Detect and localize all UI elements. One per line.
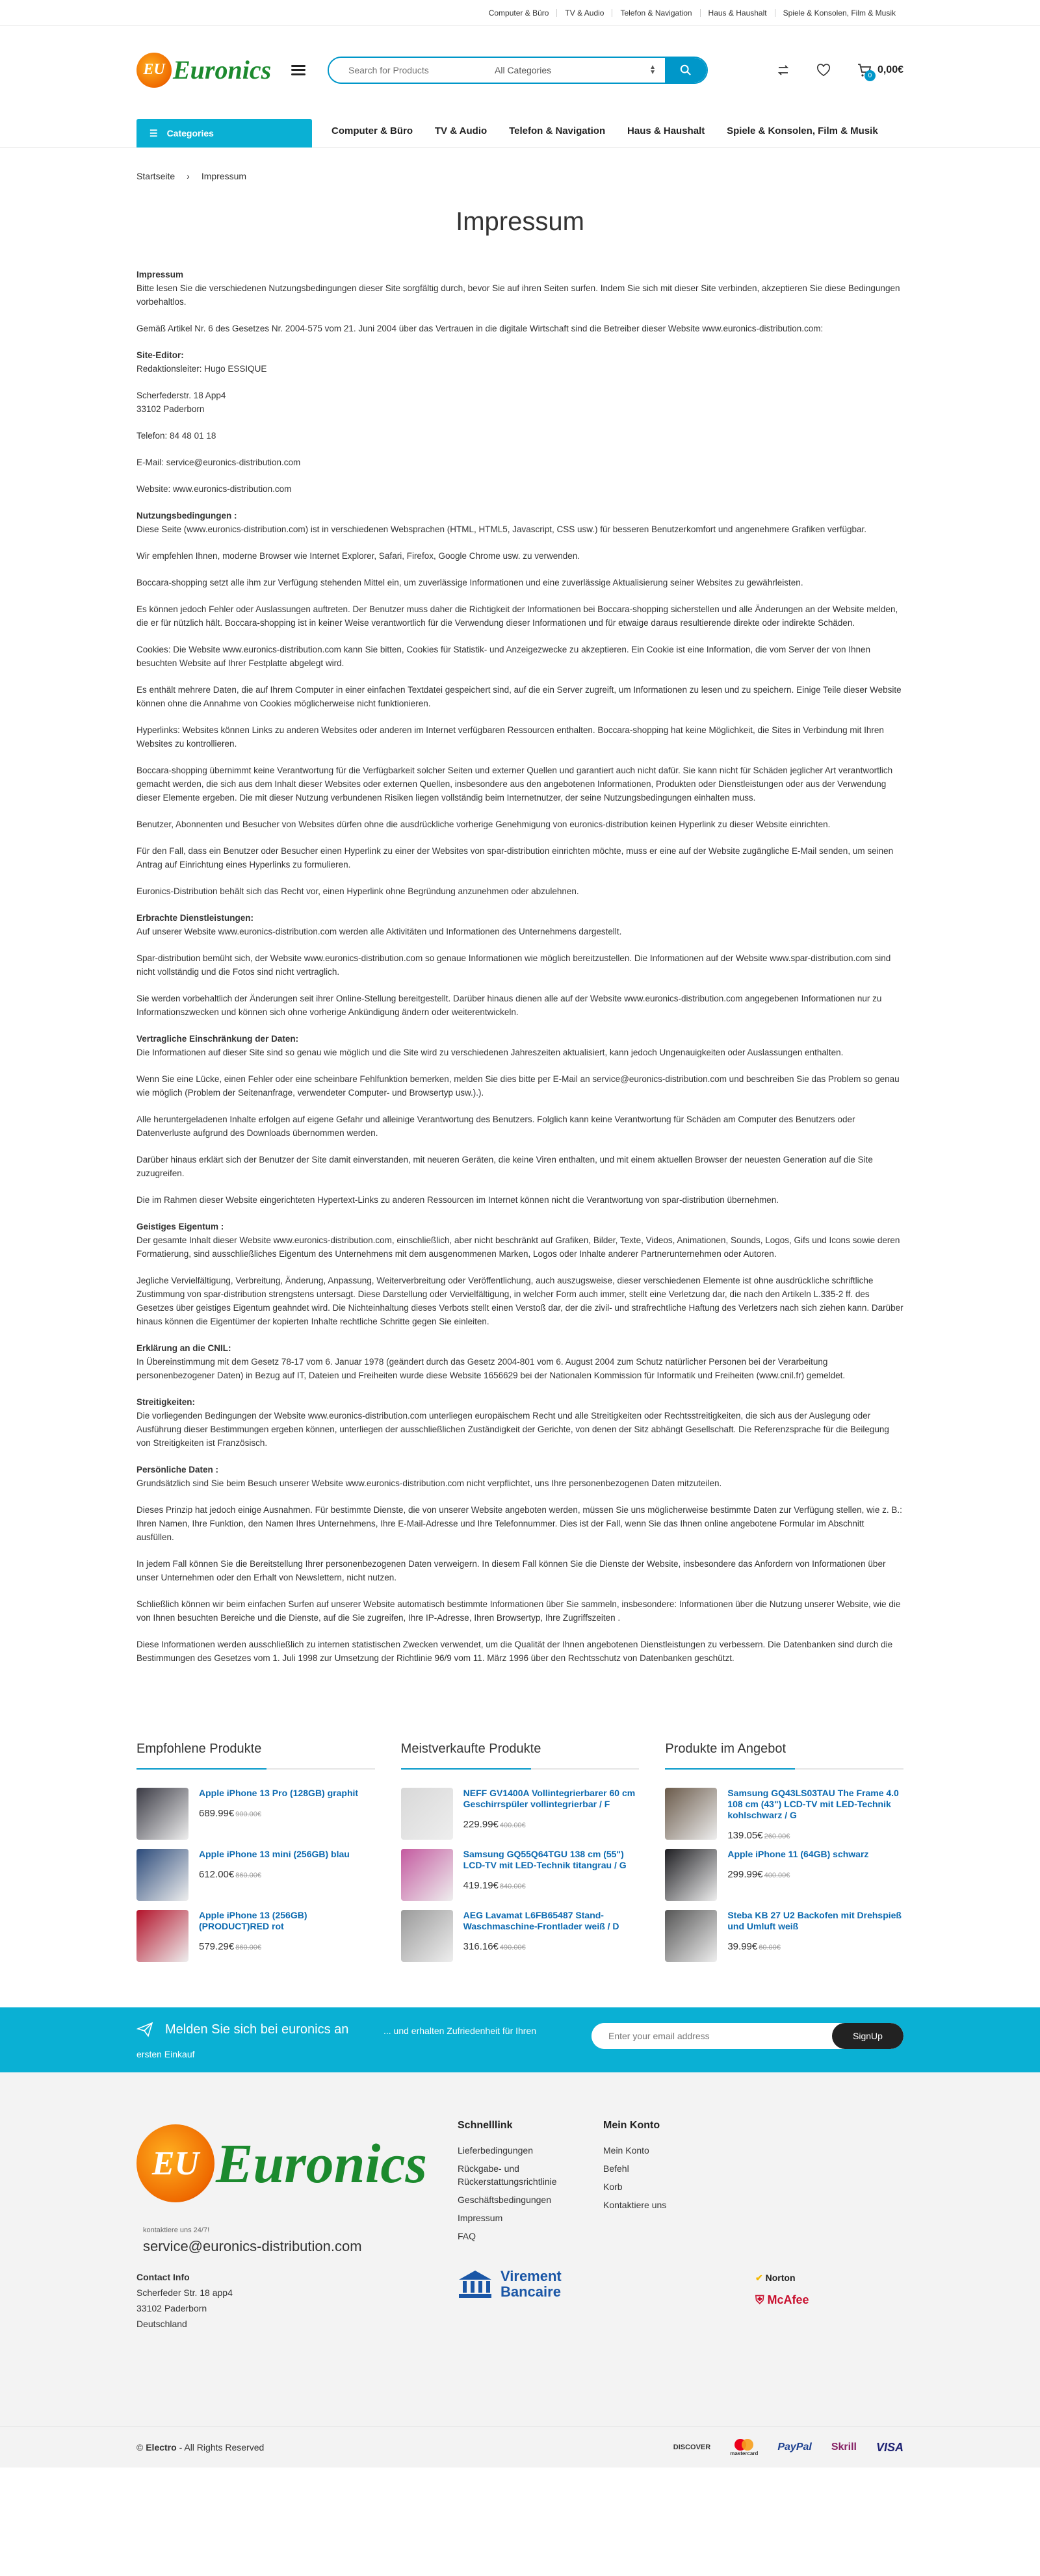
product-widget bbox=[665, 1742, 904, 1971]
product-price bbox=[727, 1869, 868, 1880]
paper-plane-icon bbox=[136, 2022, 153, 2037]
product-image[interactable] bbox=[401, 1849, 453, 1901]
newsletter-subtitle: ... und erhalten Zufriedenheit für Ihren bbox=[384, 2026, 537, 2036]
product-image[interactable] bbox=[665, 1788, 717, 1840]
product-widget-title: Produkte im Angebot bbox=[665, 1742, 904, 1770]
topbar-link-computer[interactable]: Computer & Büro bbox=[488, 8, 549, 18]
current-price: 39.99€ bbox=[727, 1941, 758, 1952]
paragraph: Jegliche Vervielfältigung, Verbreitung, Änderung, Anpassung, Weiterverbreitung oder Veröffentlichung, auch auszugsweise, dieser verschiedenen Elemente ist ohne ausdrückliche schriftliche Zustimmung von spar-distribution strengstens untersagt. Diese Darstellung oder Vervielfältigung, in welcher Form auch immer, stellt eine Verletzung dar, die nach den Artikeln L.335-2 ff. des Gesetzes über geistiges Eigentum geahndet wird. Die Nichteinhaltung dieses Verbots stellt einen Verstoß dar, der die zivil- und strafrechtliche Haftung des Verletzers nach sich ziehen kann. Darüber hinaus können die Eigentümer der kopierten Inhalte rechtliche Schritte gegen Sie einleiten. bbox=[136, 1276, 904, 1326]
product-item[interactable] bbox=[136, 1849, 375, 1907]
nav-link-home[interactable]: Haus & Haushalt bbox=[627, 125, 705, 136]
newsletter-subtitle2: ersten Einkauf bbox=[136, 2049, 195, 2059]
product-image[interactable] bbox=[401, 1910, 453, 1962]
product-price bbox=[199, 1941, 375, 1952]
product-name[interactable]: Steba KB 27 U2 Backofen mit Drehspieß und Umluft weiß bbox=[727, 1910, 902, 1931]
paragraph: Es können jedoch Fehler oder Auslassungen auftreten. Der Benutzer muss daher die Richtigkeit der Informationen bei Boccara-shopping sicherstellen und alle Änderungen an der Website melden, die er für nützlich hält. Boccara-shopping ist in keiner Weise verantwortlich für die Verwendung dieser Informationen und für etwaige daraus resultierende direkte oder indirekte Schäden. bbox=[136, 604, 898, 628]
product-image[interactable] bbox=[136, 1910, 188, 1962]
main-nav bbox=[0, 114, 1040, 148]
product-name[interactable]: Apple iPhone 13 (256GB) (PRODUCT)RED rot bbox=[199, 1910, 307, 1931]
logo-text: Euronics bbox=[173, 55, 272, 84]
product-image[interactable] bbox=[136, 1849, 188, 1901]
virement-text: Virement bbox=[500, 2268, 562, 2284]
paragraph: Website: www.euronics-distribution.com bbox=[136, 484, 292, 494]
site-logo[interactable] bbox=[136, 53, 286, 88]
nav-link-games[interactable]: Spiele & Konsolen, Film & Musik bbox=[727, 125, 878, 136]
search-icon bbox=[680, 64, 692, 76]
bottom-bar bbox=[0, 2426, 1040, 2467]
contact-info bbox=[136, 2269, 233, 2332]
list-icon: ☰ bbox=[150, 127, 158, 138]
old-price: 400.00€ bbox=[764, 1872, 790, 1879]
paragraph: E-Mail: service@euronics-distribution.com bbox=[136, 457, 301, 467]
paragraph: Gemäß Artikel Nr. 6 des Gesetzes Nr. 2004-575 vom 21. Juni 2004 über das Vertrauen in die digitale Wirtschaft sind die Betreiber dieser Website www.euronics-distribution.com: bbox=[136, 324, 824, 333]
check-icon: ✔ bbox=[755, 2273, 763, 2283]
product-price bbox=[199, 1869, 350, 1880]
product-widget bbox=[136, 1742, 375, 1971]
paragraph: Cookies: Die Website www.euronics-distribution.com kann Sie bitten, Cookies für Statistik- und Anzeigezwecke zu akzeptieren. Ein Cookie ist eine Information, die vom Server der von Ihnen besuchten Website auf Ihrer Festplatte abgelegt wird. bbox=[136, 645, 871, 668]
topbar-link-tv[interactable]: TV & Audio bbox=[556, 9, 612, 17]
breadcrumb bbox=[136, 171, 904, 181]
product-image[interactable] bbox=[665, 1849, 717, 1901]
current-price: 299.99€ bbox=[727, 1869, 763, 1880]
paragraph: Boccara-shopping setzt alle ihm zur Verfügung stehenden Mittel ein, um zuverlässige Informationen und eine zuverlässige Aktualisierung seiner Websites zu gewährleisten. bbox=[136, 578, 803, 587]
old-price: 840.00€ bbox=[499, 1883, 526, 1890]
product-item[interactable] bbox=[401, 1788, 640, 1846]
footer-col-title: Mein Konto bbox=[603, 2120, 660, 2131]
paragraph: Wenn Sie eine Lücke, einen Fehler oder eine scheinbare Fehlfunktion bemerken, melden Sie dies bitte per E-Mail an service@euronics-distribution.com und beschreiben Sie das Problem so genau wie möglich (Problem der Seitenanfrage, verwendeter Computer- und Browsertyp usw.).). bbox=[136, 1074, 900, 1098]
product-image[interactable] bbox=[665, 1910, 717, 1962]
paragraph: Diese Informationen werden ausschließlich zu internen statistischen Zwecken verwendet, um die Qualität der Ihnen angebotenen Dienstleistungen zu verbessern. Die Datenbanken sind durch die Bestimmungen des Gesetzes vom 1. Juli 1998 zur Umsetzung der Richtlinie 96/9 vom 11. März 1996 über den Rechtsschutz von Datenbanken geschützt. bbox=[136, 1640, 893, 1663]
newsletter-email-input[interactable] bbox=[592, 2023, 832, 2049]
mcafee-text: McAfee bbox=[767, 2293, 809, 2306]
paragraph: Diese Seite (www.euronics-distribution.com) ist in verschiedenen Websprachen (HTML, HTML5, Javascript, CSS usw.) für besseren Benutzerkomfort und angenehmere Grafiken verfügbar. bbox=[136, 524, 866, 534]
category-select-value: All Categories bbox=[495, 64, 552, 75]
page-title: Impressum bbox=[456, 207, 584, 236]
paragraph: Auf unserer Website www.euronics-distribution.com werden alle Aktivitäten und Informationen des Unternehmens dargestellt. bbox=[136, 927, 622, 936]
product-item[interactable] bbox=[665, 1788, 904, 1846]
newsletter-title bbox=[136, 2022, 348, 2037]
footer-link[interactable]: Kontaktiere uns bbox=[603, 2200, 667, 2210]
mcafee-badge bbox=[755, 2293, 809, 2307]
cart-count-badge: 0 bbox=[864, 70, 876, 81]
current-price: 612.00€ bbox=[199, 1869, 235, 1880]
current-price: 139.05€ bbox=[727, 1830, 763, 1841]
paragraph: Dieses Prinzip hat jedoch einige Ausnahmen. Für bestimmte Dienste, die von unserer Website angeboten werden, müssen Sie uns möglicherweise bestimmte Daten zur Verfügung stellen, wie z. B.: Ihren Namen, Ihre Funktion, den Namen Ihres Unternehmens, Ihre E-Mail-Adresse und Ihre Telefonnummer. Dies ist der Fall, wenn Sie das Ihnen online angebotene Formular im Abschnitt ausfüllen. bbox=[136, 1505, 902, 1542]
product-name[interactable]: Samsung GQ43LS03TAU The Frame 4.0 108 cm (43") LCD-TV mit LED-Technik kohlschwarz / G bbox=[727, 1788, 899, 1820]
topbar-link-games[interactable]: Spiele & Konsolen, Film & Musik bbox=[775, 9, 904, 17]
footer-link[interactable]: Befehl bbox=[603, 2163, 629, 2174]
footer-link[interactable]: FAQ bbox=[458, 2231, 476, 2241]
product-price bbox=[463, 1941, 640, 1952]
current-price: 419.19€ bbox=[463, 1880, 499, 1891]
site-header bbox=[0, 26, 1040, 114]
site-footer bbox=[0, 2072, 1040, 2426]
paragraph: Die Informationen auf dieser Site sind so genau wie möglich und die Site wird zu verschiedenen Jahreszeiten aktualisiert, kann jedoch Ungenauigkeiten oder Auslassungen enthalten. bbox=[136, 1048, 844, 1057]
bancaire-text: Bancaire bbox=[500, 2284, 561, 2300]
paragraph: Hyperlinks: Websites können Links zu anderen Websites oder anderen im Internet verfügbaren Ressourcen enthalten. Boccara-shopping hat keine Möglichkeit, die Sites in Verbindung mit Ihren Websites zu kontrollieren. bbox=[136, 725, 884, 749]
paragraph: Bitte lesen Sie die verschiedenen Nutzungsbedingungen dieser Site sorgfältig durch, bevor Sie auf ihren Seiten surfen. Indem Sie sich mit dieser Site verbinden, akzeptieren Sie diese Bedingungen vorbehaltlos. bbox=[136, 283, 900, 307]
paragraph: Scherfederstr. 18 App4 33102 Paderborn bbox=[136, 391, 226, 414]
footer-link[interactable]: Mein Konto bbox=[603, 2145, 649, 2156]
logo-mark: EU bbox=[136, 53, 172, 88]
paragraph: Die vorliegenden Bedingungen der Website www.euronics-distribution.com unterliegen europäischem Recht und alle Streitigkeiten oder Rechtsstreitigkeiten, die sich aus der Auslegung oder Ausführung dieser Bestimmungen ergeben können, unterliegen der ausschließlichen Zuständigkeit der Gerichte, von denen der Sitz abhängt Gesellschaft. Die Referenzsprache für die Beilegung von Streitigkeiten ist Französisch. bbox=[136, 1411, 889, 1448]
footer-email[interactable]: service@euronics-distribution.com bbox=[143, 2238, 362, 2254]
contact-line: Deutschland bbox=[136, 2319, 187, 2329]
paragraph: Alle heruntergeladenen Inhalte erfolgen auf eigene Gefahr und alleinige Verantwortung des Benutzers. Folglich kann keine Verantwortung für Schäden am Computer des Benutzers oder Datenverluste aufgrund des Downloads übernommen werden. bbox=[136, 1114, 855, 1138]
old-price: 490.00€ bbox=[499, 1944, 526, 1951]
paragraph: Redaktionsleiter: Hugo ESSIQUE bbox=[136, 364, 267, 374]
product-widget bbox=[401, 1742, 640, 1971]
paragraph: Es enthält mehrere Daten, die auf Ihrem Computer in einer einfachen Textdatei gespeichert sind, auf die ein Server zugreift, um Informationen zu lesen und zu speichern. Einige Teile dieser Website können ohne die Annahme von Cookies möglicherweise nicht funktionieren. bbox=[136, 685, 902, 708]
paragraph: Boccara-shopping übernimmt keine Verantwortung für die Verfügbarkeit solcher Seiten und externer Quellen und garantiert auch nicht dafür. Sie kann nicht für Schäden jeglicher Art verantwortlich gemacht werden, die sich aus dem Inhalt dieser Websites oder externen Quellen, insbesondere aus den angebotenen Informationen, Produkten oder Dienstleistungen oder aus der Verwendung dieser Elemente ergeben. Die mit dieser Nutzung verbundenen Risiken liegen vollständig beim Internetnutzer, der seine Nutzungsbedingungen einhalten muss. bbox=[136, 766, 893, 803]
product-price bbox=[727, 1830, 904, 1841]
cart-button[interactable] bbox=[857, 62, 904, 78]
paragraph: Euronics-Distribution behält sich das Recht vor, einen Hyperlink ohne Begründung anzunehmen oder abzulehnen. bbox=[136, 886, 579, 896]
product-name[interactable]: Apple iPhone 13 mini (256GB) blau bbox=[199, 1849, 350, 1859]
footer-logo[interactable] bbox=[136, 2124, 427, 2202]
footer-quicklinks bbox=[458, 2117, 581, 2248]
mastercard-text: mastercard bbox=[730, 2450, 759, 2456]
product-widgets bbox=[136, 1742, 904, 1971]
cart-total: 0,00€ bbox=[877, 64, 904, 75]
newsletter-form bbox=[592, 2023, 904, 2049]
paragraph: In jedem Fall können Sie die Bereitstellung Ihrer personenbezogenen Daten verweigern. In diesem Fall können Sie die Dienste der Website, insbesondere das Anfordern von Informationen über unser Unternehmen oder den Erhalt von Newslettern, nicht nutzen. bbox=[136, 1559, 886, 1582]
paypal-icon: PayPal bbox=[777, 2441, 812, 2453]
categories-label: Categories bbox=[166, 128, 214, 138]
paragraph: Spar-distribution bemüht sich, der Website www.euronics-distribution.com so genaue Informationen wie möglich bereitzustellen. Die Informationen auf der Website www.spar-distribution.com sind nicht vollständig und die Fotos sind nicht vertraglich. bbox=[136, 953, 891, 977]
hotline-label: kontaktiere uns 24/7! bbox=[143, 2226, 210, 2234]
product-image[interactable] bbox=[401, 1788, 453, 1840]
footer-link[interactable]: Impressum bbox=[458, 2213, 503, 2223]
product-price bbox=[727, 1941, 904, 1952]
chevron-right-icon: › bbox=[187, 171, 190, 181]
product-item[interactable] bbox=[401, 1910, 640, 1968]
nav-link-phone[interactable]: Telefon & Navigation bbox=[509, 125, 606, 136]
paragraph: Wir empfehlen Ihnen, moderne Browser wie Internet Explorer, Safari, Firefox, Google Chrome usw. zu verwenden. bbox=[136, 551, 580, 561]
product-item[interactable] bbox=[401, 1849, 640, 1907]
old-price: 60.00€ bbox=[759, 1944, 781, 1951]
section-heading: Site-Editor: bbox=[136, 350, 184, 360]
breadcrumb-current: Impressum bbox=[201, 171, 247, 181]
breadcrumb-home[interactable]: Startseite bbox=[136, 171, 176, 181]
paragraph: Für den Fall, dass ein Benutzer oder Besucher einen Hyperlink zu einer der Websites von spar-distribution einrichten möchte, muss er eine auf der Website zugängliche E-Mail senden, um seinen Antrag auf Einrichtung eines Hyperlinks zu formulieren. bbox=[136, 846, 894, 869]
section-heading: Persönliche Daten : bbox=[136, 1465, 219, 1475]
category-select[interactable] bbox=[489, 65, 665, 75]
bank-icon bbox=[458, 2269, 493, 2299]
top-bar bbox=[0, 0, 1040, 26]
product-name[interactable]: Apple iPhone 11 (64GB) schwarz bbox=[727, 1849, 869, 1859]
current-price: 316.16€ bbox=[463, 1941, 499, 1952]
nav-link-computer[interactable]: Computer & Büro bbox=[332, 125, 413, 136]
section-heading: Nutzungsbedingungen : bbox=[136, 511, 237, 521]
old-price: 260.00€ bbox=[764, 1833, 790, 1840]
section-heading: Vertragliche Einschränkung der Daten: bbox=[136, 1034, 299, 1044]
legal-text bbox=[136, 268, 904, 1665]
norton-text: Norton bbox=[765, 2273, 796, 2283]
section-heading: Erklärung an die CNIL: bbox=[136, 1343, 231, 1353]
current-price: 229.99€ bbox=[463, 1819, 499, 1830]
footer-account-links bbox=[603, 2117, 720, 2217]
contact-line: Scherfeder Str. 18 app4 bbox=[136, 2287, 233, 2298]
compare-icon[interactable] bbox=[776, 64, 790, 77]
product-price bbox=[199, 1808, 358, 1819]
product-widget-title: Meistverkaufte Produkte bbox=[401, 1742, 640, 1770]
paragraph: Benutzer, Abonnenten und Besucher von Websites dürfen ohne die ausdrückliche vorherige Genehmigung von euronics-distribution keinen Hyperlink zu dieser Website einrichten. bbox=[136, 819, 831, 829]
product-name[interactable]: NEFF GV1400A Vollintegrierbarer 60 cm Geschirrspüler vollintegrierbar / F bbox=[463, 1788, 636, 1809]
product-name[interactable]: Apple iPhone 13 Pro (128GB) graphit bbox=[199, 1788, 359, 1798]
product-item[interactable] bbox=[665, 1849, 904, 1907]
old-price: 860.00€ bbox=[235, 1872, 261, 1879]
discover-icon: DISCOVER bbox=[673, 2443, 711, 2451]
footer-link[interactable]: Lieferbedingungen bbox=[458, 2145, 533, 2156]
paragraph: Darüber hinaus erklärt sich der Benutzer der Site damit einverstanden, mit neueren Geräten, die keine Viren enthalten, und mit einem aktuellen Browser der neuesten Generation auf die Site zuzugreifen. bbox=[136, 1155, 873, 1178]
product-image[interactable] bbox=[136, 1788, 188, 1840]
visa-icon: VISA bbox=[876, 2440, 904, 2454]
norton-badge bbox=[755, 2273, 796, 2284]
paragraph: Sie werden vorbehaltlich der Änderungen seit ihrer Online-Stellung bereitgestellt. Darüber hinaus dienen alle auf der Website www.euronics-distribution.com angegebenen Informationen nur zu Informationszwecken und können sich ohne vorherige Ankündigung ändern oder weiterentwickeln. bbox=[136, 994, 882, 1017]
paragraph: In Übereinstimmung mit dem Gesetz 78-17 vom 6. Januar 1978 (geändert durch das Gesetz 2004-801 vom 6. August 2004 zum Schutz natürlicher Personen bei der Verarbeitung personenbezogener Daten) in Bezug auf IT, Dateien und Freiheiten wurde diese Website 1656629 bei der Nationalen Kommission für Informatik und Freiheiten (www.cnil.fr) gemeldet. bbox=[136, 1357, 846, 1380]
product-price bbox=[463, 1880, 640, 1891]
search-button[interactable] bbox=[665, 58, 707, 83]
bank-transfer-badge bbox=[458, 2269, 562, 2300]
nav-link-tv[interactable]: TV & Audio bbox=[434, 125, 488, 136]
product-price bbox=[463, 1819, 640, 1830]
section-heading: Erbrachte Dienstleistungen: bbox=[136, 913, 254, 923]
product-widget-title: Empfohlene Produkte bbox=[136, 1742, 375, 1770]
footer-link[interactable]: Korb bbox=[603, 2182, 623, 2192]
newsletter-bar bbox=[0, 2007, 1040, 2072]
categories-button[interactable] bbox=[136, 119, 312, 148]
section-heading: Streitigkeiten: bbox=[136, 1397, 196, 1407]
wishlist-heart-icon[interactable] bbox=[816, 64, 831, 77]
current-price: 689.99€ bbox=[199, 1808, 235, 1819]
section-heading: Impressum bbox=[136, 270, 184, 279]
old-price: 400.00€ bbox=[499, 1822, 526, 1829]
main-content bbox=[136, 171, 904, 1971]
signup-button[interactable]: SignUp bbox=[832, 2023, 904, 2049]
paragraph: Die im Rahmen dieser Website eingerichteten Hypertext-Links zu anderen Ressourcen im Internet können nicht die Verantwortung von spar-distribution übernehmen. bbox=[136, 1195, 779, 1205]
copyright-brand: Electro bbox=[146, 2442, 177, 2453]
newsletter-title-text: Melden Sie sich bei euronics an bbox=[165, 2022, 349, 2037]
paragraph: Telefon: 84 48 01 18 bbox=[136, 431, 216, 441]
old-price: 860.00€ bbox=[235, 1944, 261, 1951]
contact-title: Contact Info bbox=[136, 2272, 190, 2282]
footer-col-title: Schnelllink bbox=[458, 2120, 513, 2131]
paragraph: Grundsätzlich sind Sie beim Besuch unserer Website www.euronics-distribution.com nicht verpflichtet, uns Ihre personenbezogenen Daten mitzuteilen. bbox=[136, 1478, 722, 1488]
old-price: 900.00€ bbox=[235, 1810, 261, 1818]
copyright-symbol: © bbox=[136, 2442, 144, 2453]
search-bar bbox=[328, 57, 708, 84]
footer-link[interactable]: Rückgabe- und Rückerstattungsrichtlinie bbox=[458, 2163, 557, 2187]
shield-icon: ⛨ bbox=[755, 2293, 764, 2306]
product-name[interactable]: AEG Lavamat L6FB65487 Stand-Waschmaschine-Frontlader weiß / D bbox=[463, 1910, 619, 1931]
product-item[interactable] bbox=[136, 1788, 375, 1846]
hamburger-menu-icon[interactable] bbox=[291, 65, 306, 75]
skrill-icon: Skrill bbox=[831, 2441, 857, 2453]
mastercard-icon bbox=[730, 2439, 758, 2456]
product-item[interactable] bbox=[136, 1910, 375, 1968]
footer-logo-text: Euronics bbox=[216, 2132, 428, 2195]
topbar-link-phone[interactable]: Telefon & Navigation bbox=[612, 9, 699, 17]
copyright-text: - All Rights Reserved bbox=[179, 2442, 265, 2453]
contact-line: 33102 Paderborn bbox=[136, 2303, 207, 2313]
footer-link[interactable]: Geschäftsbedingungen bbox=[458, 2195, 551, 2205]
product-item[interactable] bbox=[665, 1910, 904, 1968]
paragraph: Der gesamte Inhalt dieser Website www.euronics-distribution.com, einschließlich, aber nicht beschränkt auf Grafiken, Bilder, Texte, Videos, Animationen, Sounds, Logos, Gifs und Icons sowie deren Formatierung, sind ausschließliches Eigentum des Unternehmens mit dem ausgenommenen Marken, Logos oder Inhalte anderer Partnerunternehmen oder Autoren. bbox=[136, 1235, 900, 1259]
product-name[interactable]: Samsung GQ55Q64TGU 138 cm (55") LCD-TV mit LED-Technik titangrau / G bbox=[463, 1849, 627, 1870]
topbar-link-home[interactable]: Haus & Haushalt bbox=[700, 9, 775, 17]
copyright bbox=[136, 2442, 264, 2453]
search-input[interactable] bbox=[329, 58, 489, 83]
chevron-updown-icon: ▲ ▼ bbox=[649, 63, 656, 76]
section-heading: Geistiges Eigentum : bbox=[136, 1222, 224, 1231]
payment-icons bbox=[673, 2439, 904, 2456]
paragraph: Schließlich können wir beim einfachen Surfen auf unserer Website automatisch bestimmte Informationen über Sie sammeln, insbesondere: Informationen über die Nutzung unserer Website, wie die von Ihnen besuchten Bereiche und die Dienste, auf die Sie zugreifen, Ihre IP-Adresse, Ihren Browsertyp, Ihre Zugriffszeiten . bbox=[136, 1599, 901, 1623]
footer-logo-mark: EU bbox=[136, 2124, 214, 2202]
current-price: 579.29€ bbox=[199, 1941, 235, 1952]
